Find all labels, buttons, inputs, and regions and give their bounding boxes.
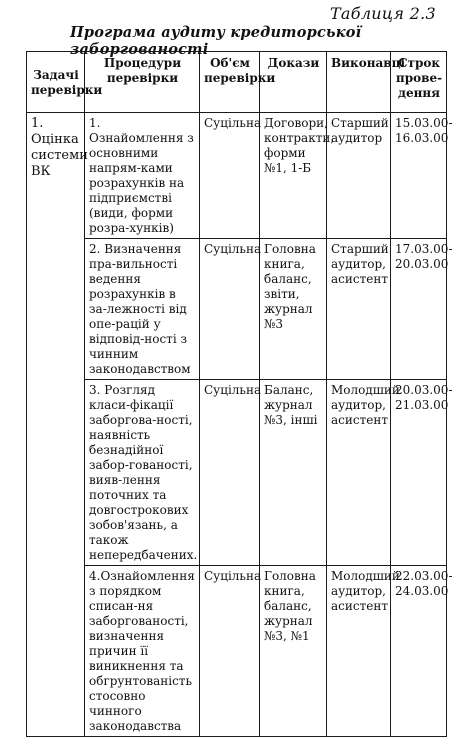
performers-cell: Старший аудитор, асистент <box>327 239 391 380</box>
table-row <box>27 380 447 566</box>
evidence-cell: Баланс, журнал №3, інші <box>260 380 327 566</box>
table-row <box>27 113 447 239</box>
header-period: Строк прове-дення <box>391 52 447 113</box>
scope-cell: Суцільна <box>200 380 260 566</box>
audit-program-table <box>26 51 453 737</box>
scope-cell: Суцільна <box>200 566 260 737</box>
procedure-cell: 4.Ознайомлення з порядком списан-ня заборгованості, визначення причин її виникнення та обгрунтованість стосовно чинного законодавства <box>85 566 200 737</box>
evidence-cell: Договори, контракти, форми №1, 1-Б <box>260 113 327 239</box>
header-performers: Виконавці <box>327 52 391 113</box>
procedure-cell: 3. Розгляд класи-фікації заборгова-ності, наявність безнадійної забор-гованості, вияв-лення поточних та довгострокових зобов'язань, а також непередбачених. <box>85 380 200 566</box>
period-cell: 20.03.00- 21.03.00 <box>391 380 447 566</box>
evidence-cell: Головна книга, баланс, звіти, журнал №3 <box>260 239 327 380</box>
header-scope: Об'єм перевірки <box>200 52 260 113</box>
header-tasks: Задачі перевірки <box>27 52 85 113</box>
scope-cell: Суцільна <box>200 239 260 380</box>
procedure-cell: 2. Визначення пра-вильності ведення розрахунків в за-лежності від опе-рацій у відповід-ності з чинним законодавством <box>85 239 200 380</box>
procedure-cell: 1. Ознайомлення з основними напрям-ками розрахунків на підприємстві (види, форми розра-хунків) <box>85 113 200 239</box>
evidence-cell: Головна книга, баланс, журнал №3, №1 <box>260 566 327 737</box>
performers-cell: Молодший аудитор, асистент <box>327 380 391 566</box>
header-procedures: Процедури перевірки <box>85 52 200 113</box>
table-title: Програма аудиту кредиторської заборгованості <box>70 24 362 58</box>
table-row <box>27 239 447 380</box>
scope-cell: Суцільна <box>200 113 260 239</box>
period-cell: 17.03.00- 20.03.00 <box>391 239 447 380</box>
performers-cell: Старший аудитор <box>327 113 391 239</box>
header-evidence: Докази <box>260 52 327 113</box>
header-row <box>27 52 447 113</box>
performers-cell: Молодший аудитор, асистент <box>327 566 391 737</box>
period-cell: 22.03.00- 24.03.00 <box>391 566 447 737</box>
table-number: Таблиця 2.3 <box>329 4 436 23</box>
task-cell: 1. Оцінка системи ВК <box>27 113 85 737</box>
period-cell: 15.03.00- 16.03.00 <box>391 113 447 239</box>
table-row <box>27 566 447 737</box>
